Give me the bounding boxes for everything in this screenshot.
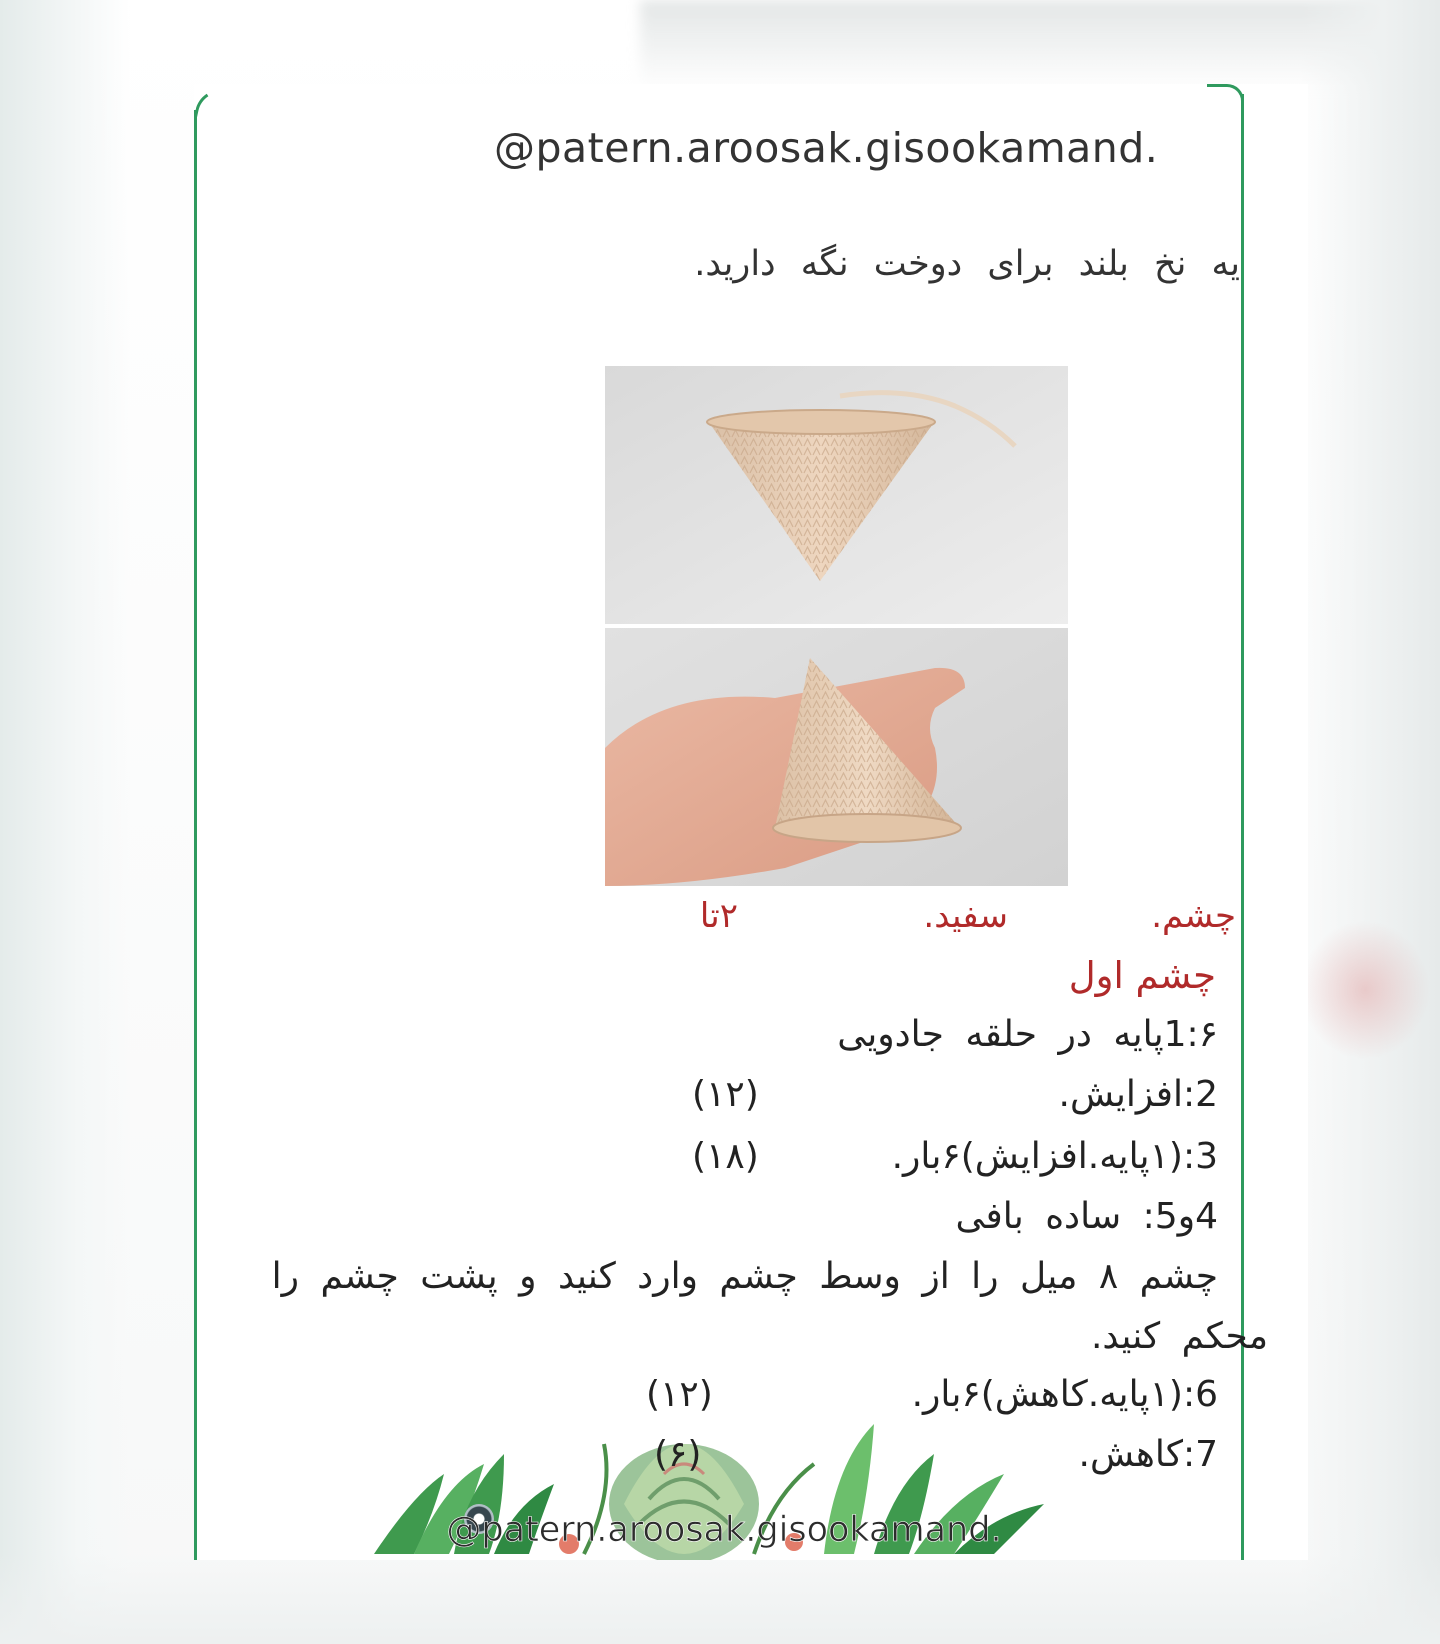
row-4-5: 4و5: ساده بافی — [955, 1196, 1218, 1237]
note-line-1: چشم ۸ میل را از وسط چشم وارد کنید و پشت چشم را — [271, 1256, 1218, 1297]
intro-instruction: یه نخ بلند برای دوخت نگه دارید. — [694, 244, 1240, 284]
page-handle-top: @patern.aroosak.gisookamand. — [494, 124, 1159, 172]
row-1: 1:۶پایه در حلقه جادویی — [837, 1014, 1218, 1055]
row-6: 6:(۱پایه.کاهش)۶بار. — [911, 1374, 1218, 1415]
eye-label: چشم. — [1151, 896, 1236, 936]
row-7: 7:کاهش. — [1078, 1434, 1218, 1475]
row-6-count: (۱۲) — [646, 1374, 713, 1415]
cone-top-image — [605, 366, 1068, 624]
row-2: 2:افزایش. — [1058, 1074, 1218, 1115]
first-eye-heading: چشم اول — [1068, 954, 1216, 997]
blurred-bottom-margin — [0, 1554, 1440, 1644]
eye-color-label: سفید. — [923, 896, 1008, 936]
row-3: 3:(۱پایه.افزایش)۶بار. — [891, 1136, 1218, 1177]
blurred-left-margin — [0, 0, 130, 1644]
row-3-count: (۱۸) — [692, 1136, 759, 1177]
crochet-photos — [605, 366, 1068, 886]
page-border-right-curl — [1207, 84, 1244, 101]
page-handle-bottom: @patern.aroosak.gisookamand. — [446, 1510, 1002, 1550]
page-border-left-curl — [194, 85, 233, 124]
cone-in-hand-image — [605, 628, 1068, 886]
row-7-count: (۶) — [654, 1434, 702, 1475]
pattern-page — [194, 84, 1308, 1560]
row-2-count: (۱۲) — [692, 1074, 759, 1115]
cone-photo-top — [605, 366, 1068, 624]
cone-photo-bottom — [605, 628, 1068, 886]
page-border-left — [194, 110, 197, 1560]
blurred-right-margin — [1300, 0, 1440, 1644]
note-line-2: محکم کنید. — [1090, 1316, 1268, 1357]
eye-count-label: ۲تا — [699, 896, 738, 936]
blurred-right-accent — [1300, 920, 1430, 1060]
